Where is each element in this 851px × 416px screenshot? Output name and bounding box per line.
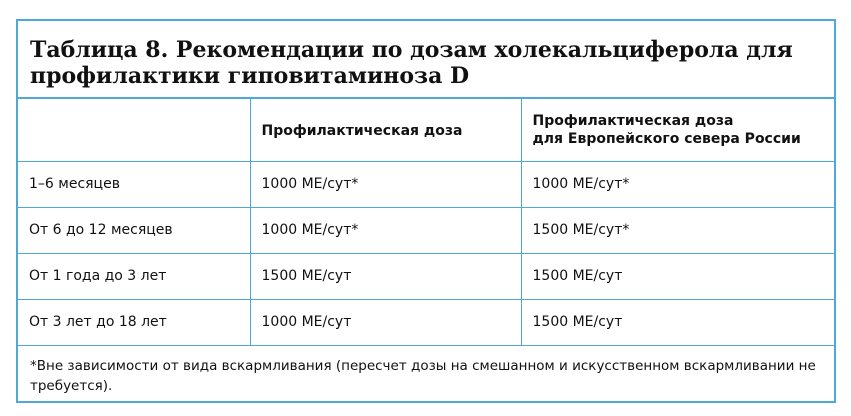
header-dose-north-cell: [521, 99, 834, 161]
table-title: Таблица 8. Рекомендации по дозам холекальциферола для профилактики гиповитаминоза D: [18, 21, 834, 99]
table-row: [18, 253, 834, 299]
age-cell: От 6 до 12 месяцев: [18, 207, 250, 253]
table-row: [18, 299, 834, 345]
dose-north-cell: 1500 МЕ/сут*: [521, 207, 834, 253]
dose-north-cell: 1500 МЕ/сут: [521, 299, 834, 345]
dose-cell: 1000 МЕ/сут: [250, 299, 521, 345]
table-row: [18, 161, 834, 207]
table-footnote: *Вне зависимости от вида вскармливания (пересчет дозы на смешанном и искусственном вскармливании не требуется).: [30, 358, 816, 394]
dosage-table: [18, 99, 834, 346]
dose-cell: 1000 МЕ/сут*: [250, 161, 521, 207]
header-dose-north-line1: Профилактическая доза: [532, 112, 734, 129]
age-cell: 1–6 месяцев: [18, 161, 250, 207]
age-cell: От 1 года до 3 лет: [18, 253, 250, 299]
dose-cell: 1000 МЕ/сут*: [250, 207, 521, 253]
dose-cell: 1500 МЕ/сут: [250, 253, 521, 299]
table-header-row: [18, 99, 834, 161]
table-row: [18, 207, 834, 253]
header-age-cell: [18, 99, 250, 161]
dosage-table-frame: [16, 19, 836, 403]
dose-north-cell: 1500 МЕ/сут: [521, 253, 834, 299]
dose-north-cell: 1000 МЕ/сут*: [521, 161, 834, 207]
age-cell: От 3 лет до 18 лет: [18, 299, 250, 345]
header-dose-cell: Профилактическая доза: [250, 99, 521, 161]
header-dose-north-line2: для Европейского севера России: [532, 130, 801, 147]
